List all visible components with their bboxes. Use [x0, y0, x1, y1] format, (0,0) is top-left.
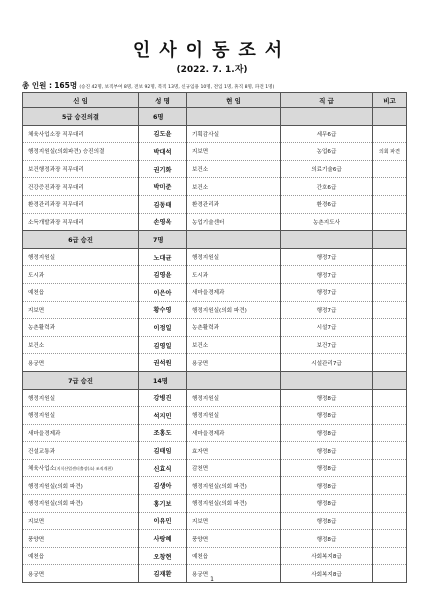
table-row	[23, 495, 407, 513]
cell-rank: 시설7급	[281, 319, 373, 337]
cell-rank: 행정8급	[281, 512, 373, 530]
cell-new-post	[23, 354, 139, 372]
cell-new-post	[23, 283, 139, 301]
cell-name: 신효식	[139, 459, 187, 477]
cell-rank: 의료기술6급	[281, 160, 373, 178]
cell-current-post: 용궁면	[187, 354, 281, 372]
new-post-text: 보건행정과장 직무대리	[28, 167, 84, 174]
cell-name: 이정일	[139, 319, 187, 337]
header-rank: 직 급	[281, 93, 373, 108]
cell-rank: 농촌지도사	[281, 213, 373, 231]
new-post-text: 새마을경제과	[28, 430, 61, 437]
table-row	[23, 459, 407, 477]
group-empty-cell	[187, 108, 281, 126]
cell-rank: 행정8급	[281, 477, 373, 495]
group-empty-cell	[187, 371, 281, 389]
cell-current-post: 행정지원실(의회 파견)	[187, 301, 281, 319]
cell-rank: 행정7급	[281, 283, 373, 301]
table-body	[23, 108, 407, 583]
summary-detail: (승진 42명, 보직부여 8명, 전보 92명, 복직 13명, 신규임용 10명, 전입 1명, 휴직 8명, 파견 1명)	[79, 85, 275, 90]
table-row	[23, 301, 407, 319]
cell-new-post	[23, 459, 139, 477]
cell-rank: 행정7급	[281, 266, 373, 284]
cell-new-post	[23, 319, 139, 337]
table-row	[23, 125, 407, 143]
cell-current-post: 보건소	[187, 336, 281, 354]
group-count: 7명	[139, 231, 187, 249]
cell-current-post: 감천면	[187, 459, 281, 477]
cell-new-post	[23, 266, 139, 284]
cell-current-post: 기획감사실	[187, 125, 281, 143]
table-row	[23, 160, 407, 178]
cell-current-post: 행정지원실	[187, 248, 281, 266]
cell-current-post: 예천읍	[187, 547, 281, 565]
cell-new-post	[23, 143, 139, 161]
cell-note	[373, 547, 407, 565]
cell-current-post: 용궁면	[187, 565, 281, 583]
group-label: 7급 승진	[23, 371, 139, 389]
cell-current-post: 효자면	[187, 442, 281, 460]
cell-note	[373, 178, 407, 196]
cell-rank: 사회복지8급	[281, 565, 373, 583]
cell-rank: 행정8급	[281, 407, 373, 425]
cell-name: 사랑혜	[139, 530, 187, 548]
cell-new-post	[23, 125, 139, 143]
group-empty-cell	[281, 108, 373, 126]
cell-new-post	[23, 424, 139, 442]
cell-note	[373, 530, 407, 548]
new-post-text: 용궁면	[28, 571, 45, 578]
document-title: 인사이동조서	[132, 40, 292, 61]
new-post-text: 도시과	[28, 272, 45, 279]
cell-rank: 행정8급	[281, 442, 373, 460]
cell-name: 권석원	[139, 354, 187, 372]
group-empty-cell	[373, 371, 407, 389]
new-post-text: 체육사업소장 직무대리	[28, 131, 84, 138]
cell-current-post: 새마을경제과	[187, 283, 281, 301]
cell-note	[373, 283, 407, 301]
cell-note	[373, 319, 407, 337]
table-row	[23, 213, 407, 231]
cell-rank: 행정8급	[281, 389, 373, 407]
table-row	[23, 266, 407, 284]
cell-name: 김재환	[139, 565, 187, 583]
cell-note	[373, 424, 407, 442]
cell-note	[373, 512, 407, 530]
cell-name: 홍기보	[139, 495, 187, 513]
table-row	[23, 195, 407, 213]
cell-name: 박미준	[139, 178, 187, 196]
cell-note	[373, 336, 407, 354]
cell-rank: 환경6급	[281, 195, 373, 213]
cell-rank: 행정8급	[281, 495, 373, 513]
cell-current-post: 보건소	[187, 160, 281, 178]
table-row	[23, 530, 407, 548]
group-header-row	[23, 371, 407, 389]
cell-name: 박대석	[139, 143, 187, 161]
header-name: 성 명	[139, 93, 187, 108]
cell-current-post: 새마을경제과	[187, 424, 281, 442]
cell-new-post	[23, 178, 139, 196]
table-row	[23, 547, 407, 565]
cell-name: 김영윤	[139, 266, 187, 284]
cell-current-post: 환경관리과	[187, 195, 281, 213]
table-row	[23, 477, 407, 495]
cell-name: 노대균	[139, 248, 187, 266]
cell-new-post	[23, 336, 139, 354]
new-post-text: 행정지원실	[28, 255, 56, 262]
cell-name: 손영옥	[139, 213, 187, 231]
table-row	[23, 442, 407, 460]
cell-name: 석지민	[139, 407, 187, 425]
cell-note	[373, 459, 407, 477]
cell-name: 오창현	[139, 547, 187, 565]
cell-new-post	[23, 477, 139, 495]
cell-new-post	[23, 160, 139, 178]
table-row	[23, 283, 407, 301]
cell-note	[373, 442, 407, 460]
cell-note: 의회 파견	[373, 143, 407, 161]
table-row	[23, 354, 407, 372]
new-post-text: 행정지원실(의회 파견)	[28, 501, 83, 508]
new-post-text: 지보면	[28, 518, 45, 525]
group-label: 5급 승진의결	[23, 108, 139, 126]
cell-note	[373, 495, 407, 513]
new-post-text: 행정지원실	[28, 395, 56, 402]
group-label: 6급 승진	[23, 231, 139, 249]
cell-name: 김동태	[139, 195, 187, 213]
cell-name: 김태임	[139, 442, 187, 460]
cell-name: 황수영	[139, 301, 187, 319]
cell-rank: 시설관리7급	[281, 354, 373, 372]
cell-rank: 간호6급	[281, 178, 373, 196]
group-empty-cell	[373, 108, 407, 126]
cell-current-post: 행정지원실	[187, 407, 281, 425]
cell-name: 강병진	[139, 389, 187, 407]
new-post-text: 예천읍	[28, 554, 45, 561]
cell-name: 조홍도	[139, 424, 187, 442]
cell-current-post: 보건소	[187, 178, 281, 196]
page-number: 1	[210, 576, 214, 583]
group-header-row	[23, 108, 407, 126]
cell-new-post	[23, 248, 139, 266]
new-post-text: 체육사업소	[28, 466, 56, 473]
cell-name: 김영일	[139, 336, 187, 354]
cell-note	[373, 125, 407, 143]
new-post-text: 보건소	[28, 343, 45, 350]
new-post-text: 환경관리과장 직무대리	[28, 202, 84, 209]
table-row	[23, 424, 407, 442]
cell-new-post	[23, 495, 139, 513]
cell-current-post: 행정지원실	[187, 389, 281, 407]
table-row	[23, 407, 407, 425]
cell-rank: 세무6급	[281, 125, 373, 143]
cell-note	[373, 195, 407, 213]
document-date: (2022. 7. 1.자)	[176, 65, 248, 75]
cell-name: 이유민	[139, 512, 187, 530]
table-row	[23, 178, 407, 196]
table-row	[23, 512, 407, 530]
new-post-text: 행정지원실(의회파견) 승진의결	[28, 149, 105, 156]
new-post-text: 용궁면	[28, 360, 45, 367]
header-current-post: 현 임	[187, 93, 281, 108]
group-count: 6명	[139, 108, 187, 126]
personnel-summary	[22, 80, 274, 91]
new-post-text: 소득개발과장 직무대리	[28, 219, 84, 226]
cell-note	[373, 213, 407, 231]
cell-note	[373, 248, 407, 266]
cell-rank: 행정8급	[281, 424, 373, 442]
cell-note	[373, 160, 407, 178]
new-post-subtext: (지식산업센터출장(소) 조직개편)	[55, 466, 113, 472]
table-header-row	[23, 93, 407, 108]
cell-name: 권기화	[139, 160, 187, 178]
header-note: 비고	[373, 93, 407, 108]
new-post-text: 행정지원실	[28, 413, 56, 420]
cell-rank: 행정8급	[281, 530, 373, 548]
cell-rank: 행정7급	[281, 301, 373, 319]
cell-new-post	[23, 442, 139, 460]
cell-note	[373, 301, 407, 319]
cell-current-post: 풍양면	[187, 530, 281, 548]
new-post-text: 지보면	[28, 307, 45, 314]
table-row	[23, 248, 407, 266]
group-empty-cell	[187, 231, 281, 249]
cell-rank: 보건7급	[281, 336, 373, 354]
new-post-text: 풍양면	[28, 536, 45, 543]
cell-current-post: 지보면	[187, 512, 281, 530]
cell-note	[373, 389, 407, 407]
new-post-text: 건설교통과	[28, 448, 56, 455]
group-header-row	[23, 231, 407, 249]
cell-new-post	[23, 213, 139, 231]
cell-new-post	[23, 547, 139, 565]
group-count: 14명	[139, 371, 187, 389]
cell-rank: 사회복지8급	[281, 547, 373, 565]
cell-new-post	[23, 512, 139, 530]
cell-new-post	[23, 530, 139, 548]
cell-note	[373, 354, 407, 372]
cell-current-post: 지보면	[187, 143, 281, 161]
cell-name: 김생아	[139, 477, 187, 495]
table-row	[23, 319, 407, 337]
cell-rank: 농업6급	[281, 143, 373, 161]
cell-note	[373, 407, 407, 425]
table-row	[23, 336, 407, 354]
cell-new-post	[23, 301, 139, 319]
new-post-text: 농촌활력과	[28, 325, 56, 332]
new-post-text: 건강증진과장 직무대리	[28, 184, 84, 191]
summary-count: 165명	[54, 81, 78, 90]
cell-current-post: 행정지원실(의회 파견)	[187, 477, 281, 495]
cell-new-post	[23, 407, 139, 425]
cell-note	[373, 266, 407, 284]
cell-rank: 행정7급	[281, 248, 373, 266]
cell-new-post	[23, 195, 139, 213]
cell-rank: 행정8급	[281, 459, 373, 477]
cell-name: 김도윤	[139, 125, 187, 143]
group-empty-cell	[281, 231, 373, 249]
cell-current-post: 농업기술센터	[187, 213, 281, 231]
new-post-text: 예천읍	[28, 290, 45, 297]
cell-current-post: 도시과	[187, 266, 281, 284]
cell-new-post	[23, 389, 139, 407]
group-empty-cell	[281, 371, 373, 389]
cell-note	[373, 477, 407, 495]
header-new-post: 신 임	[23, 93, 139, 108]
table-row	[23, 143, 407, 161]
cell-current-post: 농촌활력과	[187, 319, 281, 337]
summary-label: 총 인원 :	[22, 81, 52, 90]
cell-name: 이은아	[139, 283, 187, 301]
personnel-table	[22, 92, 407, 583]
new-post-text: 행정지원실(의회 파견)	[28, 483, 83, 490]
cell-current-post: 행정지원실(의회 파견)	[187, 495, 281, 513]
group-empty-cell	[373, 231, 407, 249]
table-row	[23, 389, 407, 407]
